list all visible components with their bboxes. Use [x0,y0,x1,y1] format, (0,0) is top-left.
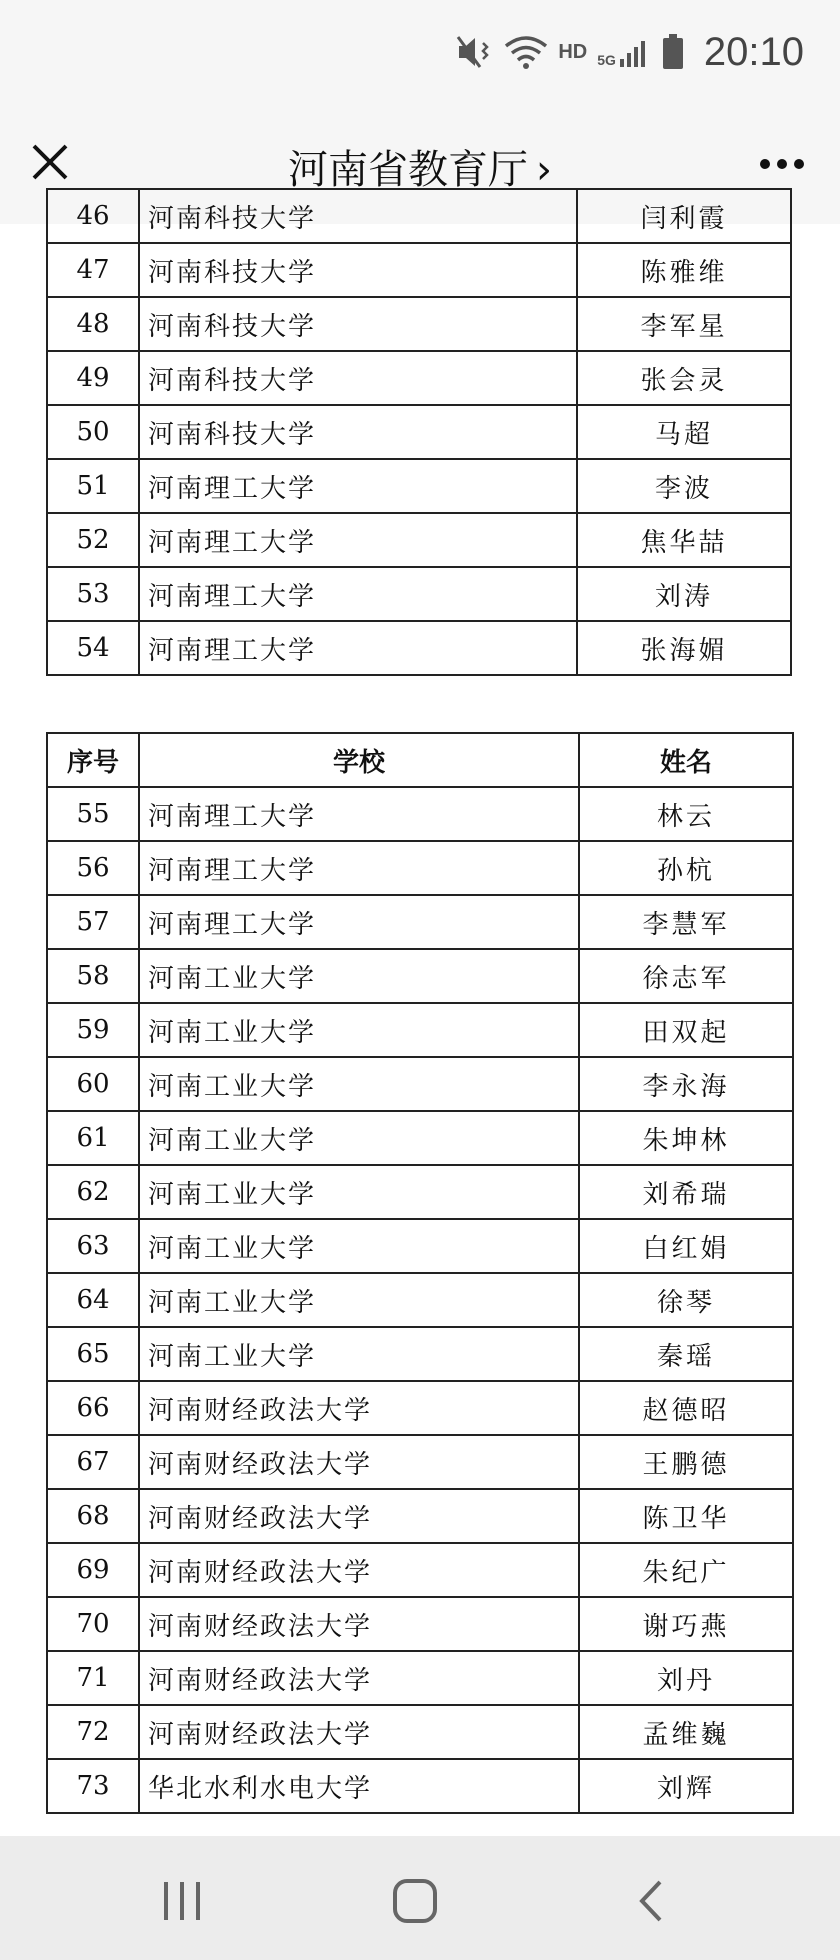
row-school: 河南理工大学 [139,895,579,949]
row-school: 河南财经政法大学 [139,1543,579,1597]
more-icon [758,157,806,171]
row-name: 张会灵 [577,351,791,405]
header-name: 姓名 [579,733,793,787]
row-school: 河南财经政法大学 [139,1381,579,1435]
table-row [47,621,791,675]
row-school: 河南财经政法大学 [139,1489,579,1543]
row-school: 河南工业大学 [139,1327,579,1381]
header-school: 学校 [139,733,579,787]
row-name: 刘辉 [579,1759,793,1813]
row-school: 河南科技大学 [139,297,577,351]
table-row [47,405,791,459]
table-row [47,297,791,351]
row-name: 李军星 [577,297,791,351]
row-name: 孙杭 [579,841,793,895]
mute-icon [456,35,494,69]
row-name: 朱坤林 [579,1111,793,1165]
row-number: 67 [47,1435,139,1489]
table-row [47,1759,793,1813]
row-school: 河南理工大学 [139,841,579,895]
row-name: 刘希瑞 [579,1165,793,1219]
row-school: 河南理工大学 [139,459,577,513]
row-name: 张海媚 [577,621,791,675]
row-name: 谢巧燕 [579,1597,793,1651]
nav-bar [0,1836,840,1960]
row-school: 河南科技大学 [139,351,577,405]
name-table-1-body [47,189,791,675]
row-number: 47 [47,243,139,297]
battery-icon [662,34,684,70]
row-number: 56 [47,841,139,895]
row-name: 白红娟 [579,1219,793,1273]
table-row [47,1543,793,1597]
status-icons [456,28,804,76]
row-name: 林云 [579,787,793,841]
network-label: HD [558,40,588,63]
status-bar [0,0,840,104]
table-row [47,1651,793,1705]
more-button[interactable] [758,156,806,170]
row-name: 朱纪广 [579,1543,793,1597]
row-name: 陈雅维 [577,243,791,297]
row-number: 62 [47,1165,139,1219]
table-row [47,787,793,841]
row-school: 河南理工大学 [139,787,579,841]
row-number: 63 [47,1219,139,1273]
page-title[interactable] [0,138,840,195]
row-name: 孟维巍 [579,1705,793,1759]
row-name: 李波 [577,459,791,513]
home-button[interactable] [386,1876,446,1926]
table-row [47,1273,793,1327]
row-school: 河南工业大学 [139,1003,579,1057]
row-number: 69 [47,1543,139,1597]
table-row [47,1057,793,1111]
network-badge: 5G [597,52,616,68]
signal-icon [597,37,652,67]
table-row [47,841,793,895]
table-row [47,243,791,297]
row-school: 河南财经政法大学 [139,1705,579,1759]
table-row [47,1597,793,1651]
row-number: 61 [47,1111,139,1165]
row-school: 河南科技大学 [139,243,577,297]
table-row [47,1003,793,1057]
row-school: 河南科技大学 [139,405,577,459]
row-number: 46 [47,189,139,243]
back-icon [624,1876,684,1926]
table-row [47,189,791,243]
row-name: 焦华喆 [577,513,791,567]
row-school: 河南工业大学 [139,1273,579,1327]
row-number: 58 [47,949,139,1003]
name-table-2 [46,732,794,1814]
table-row [47,1327,793,1381]
row-name: 闫利霞 [577,189,791,243]
row-school: 河南工业大学 [139,1219,579,1273]
row-name: 李永海 [579,1057,793,1111]
row-number: 72 [47,1705,139,1759]
name-table-1 [46,188,792,676]
article-content[interactable] [0,201,840,1836]
row-school: 华北水利水电大学 [139,1759,579,1813]
row-number: 66 [47,1381,139,1435]
recent-apps-button[interactable] [152,1876,212,1926]
table-row [47,1705,793,1759]
row-school: 河南理工大学 [139,513,577,567]
table-row [47,1219,793,1273]
row-number: 51 [47,459,139,513]
row-name: 陈卫华 [579,1489,793,1543]
row-number: 71 [47,1651,139,1705]
row-name: 李慧军 [579,895,793,949]
recent-apps-icon [152,1876,212,1926]
row-name: 徐志军 [579,949,793,1003]
row-school: 河南工业大学 [139,1165,579,1219]
row-number: 65 [47,1327,139,1381]
row-number: 59 [47,1003,139,1057]
table-header-row [47,733,793,787]
row-school: 河南理工大学 [139,621,577,675]
row-school: 河南工业大学 [139,1057,579,1111]
wifi-icon [504,34,548,70]
row-number: 48 [47,297,139,351]
table-row [47,1111,793,1165]
chevron-right-icon: › [536,147,552,193]
row-name: 田双起 [579,1003,793,1057]
row-school: 河南理工大学 [139,567,577,621]
row-number: 54 [47,621,139,675]
row-school: 河南科技大学 [139,189,577,243]
row-school: 河南财经政法大学 [139,1597,579,1651]
row-number: 50 [47,405,139,459]
table-row [47,1381,793,1435]
clock: 20:10 [703,29,804,74]
header-num: 序号 [47,733,139,787]
row-name: 刘涛 [577,567,791,621]
row-number: 53 [47,567,139,621]
table-row [47,949,793,1003]
table-row [47,459,791,513]
row-number: 73 [47,1759,139,1813]
table-row [47,351,791,405]
table-row [47,513,791,567]
row-number: 64 [47,1273,139,1327]
row-name: 马超 [577,405,791,459]
row-number: 68 [47,1489,139,1543]
row-name: 刘丹 [579,1651,793,1705]
row-school: 河南财经政法大学 [139,1651,579,1705]
table-row [47,1165,793,1219]
table-row [47,1435,793,1489]
row-name: 秦瑶 [579,1327,793,1381]
row-number: 52 [47,513,139,567]
table-row [47,1489,793,1543]
name-table-2-body [47,787,793,1813]
row-name: 赵德昭 [579,1381,793,1435]
row-school: 河南工业大学 [139,949,579,1003]
page-title-text: 河南省教育厅 [288,147,528,193]
row-school: 河南工业大学 [139,1111,579,1165]
table-row [47,895,793,949]
row-school: 河南财经政法大学 [139,1435,579,1489]
row-number: 60 [47,1057,139,1111]
row-number: 55 [47,787,139,841]
home-icon [386,1876,446,1926]
back-button[interactable] [624,1876,684,1926]
table-row [47,567,791,621]
row-number: 49 [47,351,139,405]
row-number: 70 [47,1597,139,1651]
row-name: 王鹏德 [579,1435,793,1489]
row-number: 57 [47,895,139,949]
row-name: 徐琴 [579,1273,793,1327]
